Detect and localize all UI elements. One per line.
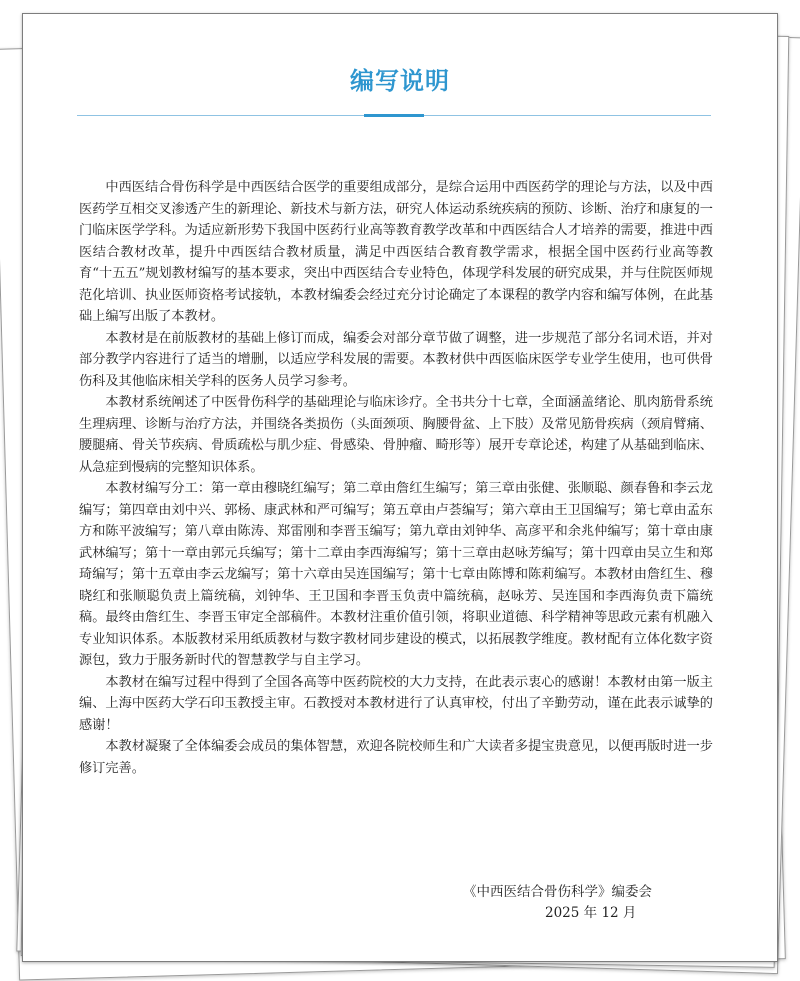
signature-block <box>463 882 713 924</box>
paragraph: 本教材编写分工：第一章由穆晓红编写；第二章由詹红生编写；第三章由张健、张顺聪、颜春鲁和李云龙编写；第四章由刘中兴、郭杨、康武林和严可编写；第五章由卢荟编写；第六章由王卫国编写；第七章由孟东方和陈平波编写；第八章由陈涛、郑雷刚和李晋玉编写；第九章由刘钟华、高彦平和余兆仲编写；第十章由康武林编写；第十一章由郭元兵编写；第十二章由李西海编写；第十三章由赵咏芳编写；第十四章由吴立生和郑琦编写；第十五章由李云龙编写；第十六章由吴连国编写；第十七章由陈博和陈莉编写。本教材由詹红生、穆晓红和张顺聪负责上篇统稿，刘钟华、王卫国和李晋玉负责中篇统稿，赵咏芳、吴连国和李西海负责下篇统稿。最终由詹红生、李晋玉审定全部稿件。本教材注重价值引领，将职业道德、科学精神等思政元素有机融入专业知识体系。本版教材采用纸质教材与数字教材同步建设的模式，以拓展教学维度。教材配有立体化数字资源包，致力于服务新时代的智慧教学与自主学习。 <box>79 481 713 668</box>
paragraph: 本教材系统阐述了中医骨伤科学的基础理论与临床诊疗。全书共分十七章，全面涵盖绪论、肌肉筋骨系统生理病理、诊断与治疗方法，并围绕各类损伤（头面颈项、胸腰骨盆、上下肢）及常见筋骨疾病（颈肩臂痛、腰腿痛、骨关节疾病、骨质疏松与肌少症、骨感染、骨肿瘤、畸形等）展开专章论述，构建了从基础到临床、从急症到慢病的完整知识体系。 <box>79 395 713 475</box>
paragraph: 本教材在编写过程中得到了全国各高等中医药院校的大力支持，在此表示衷心的感谢！本教材由第一版主编、上海中医药大学石印玉教授主审。石教授对本教材进行了认真审校，付出了辛勤劳动，谨在此表示诚挚的感谢！ <box>79 674 713 733</box>
page-title: 编写说明 <box>350 67 450 95</box>
paragraph: 本教材凝聚了全体编委会成员的集体智慧，欢迎各院校师生和广大读者多提宝贵意见，以便再版时进一步修订完善。 <box>79 739 713 776</box>
paragraph: 本教材是在前版教材的基础上修订而成，编委会对部分章节做了调整，进一步规范了部分名词术语，并对部分教学内容进行了适当的增删，以适应学科发展的需要。本教材供中西医临床医学专业学生使用，也可供骨伤科及其他临床相关学科的医务人员学习参考。 <box>79 330 713 389</box>
document-page <box>22 13 778 962</box>
paragraph: 中西医结合骨伤科学是中西医结合医学的重要组成部分，是综合运用中西医药学的理论与方法，以及中西医药学互相交叉渗透产生的新理论、新技术与新方法，研究人体运动系统疾病的预防、诊断、治疗和康复的一门临床医学学科。为适应新形势下我国中医药行业高等教育教学改革和中西医结合人才培养的需要，推进中西医结合教材改革，提升中西医结合教材质量，满足中西医结合教育教学需求，根据全国中医药行业高等教育“十五五”规划教材编写的基本要求，突出中西医结合专业特色，体现学科发展的研究成果，并与住院医师规范化培训、执业医师资格考试接轨，本教材编委会经过充分讨论确定了本课程的教学内容和编写体例，在此基础上编写出版了本教材。 <box>79 180 713 324</box>
signature-date: 2025 年 12 月 <box>545 905 637 921</box>
committee-name: 《中西医结合骨伤科学》编委会 <box>463 884 652 900</box>
document-body <box>79 177 713 779</box>
title-divider-accent <box>364 114 424 117</box>
